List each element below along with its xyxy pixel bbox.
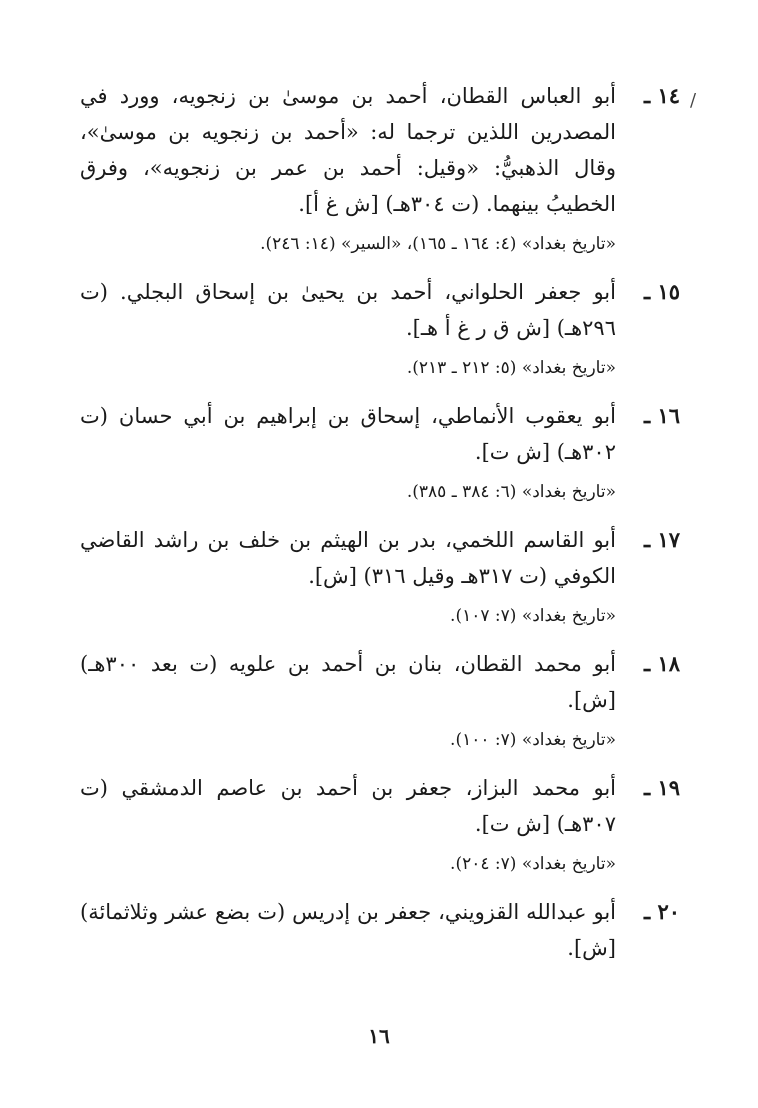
entry-number: ١٩ ـ [643, 775, 680, 800]
entry-18 [80, 646, 680, 756]
entry-14 [80, 78, 680, 260]
margin-mark: / [690, 90, 697, 111]
entry-sources: «تاريخ بغداد» (٦: ٣٨٤ ـ ٣٨٥). [406, 482, 616, 502]
entry-sources: «تاريخ بغداد» (٧: ٢٠٤). [450, 854, 616, 874]
entry-text: أبو عبدالله القزويني، جعفر بن إدريس (ت بضع عشر وثلاثمائة) [ش]. [80, 900, 616, 960]
entry-number: ١٨ ـ [643, 651, 680, 676]
entry-sources: «تاريخ بغداد» (٧: ١٠٧). [450, 606, 616, 626]
entry-sources: «تاريخ بغداد» (٧: ١٠٠). [450, 730, 616, 750]
page-body [80, 78, 680, 980]
entry-text: أبو القاسم اللخمي، بدر بن الهيثم بن خلف بن راشد القاضي الكوفي (ت ٣١٧هـ وقيل ٣١٦) [ش]. [80, 528, 616, 588]
entry-text: أبو يعقوب الأنماطي، إسحاق بن إبراهيم بن أبي حسان (ت ٣٠٢هـ) [ش ت]. [80, 404, 616, 464]
entry-number: ١٧ ـ [643, 527, 680, 552]
entry-number: ١٦ ـ [643, 403, 680, 428]
entry-16 [80, 398, 680, 508]
entry-sources: «تاريخ بغداد» (٥: ٢١٢ ـ ٢١٣). [406, 358, 616, 378]
entry-20 [80, 894, 680, 966]
page-number: ١٦ [368, 1024, 390, 1048]
entry-15 [80, 274, 680, 384]
entry-sources: «تاريخ بغداد» (٤: ١٦٤ ـ ١٦٥)، «السير» (١٤: ٢٤٦). [260, 234, 616, 254]
entry-text: أبو محمد القطان، بنان بن أحمد بن علويه (ت بعد ٣٠٠هـ) [ش]. [80, 652, 616, 712]
entry-17 [80, 522, 680, 632]
entry-text: أبو جعفر الحلواني، أحمد بن يحيىٰ بن إسحاق البجلي. (ت ٢٩٦هـ) [ش ق ر غ أ هـ]. [80, 280, 616, 340]
entry-text: أبو محمد البزاز، جعفر بن أحمد بن عاصم الدمشقي (ت ٣٠٧هـ) [ش ت]. [80, 776, 616, 836]
entry-number: ١٥ ـ [643, 279, 680, 304]
entry-number: ١٤ ـ [643, 83, 680, 108]
entry-number: ٢٠ ـ [643, 899, 680, 924]
entry-19 [80, 770, 680, 880]
entry-text: أبو العباس القطان، أحمد بن موسىٰ بن زنجويه، وورد في المصدرين اللذين ترجما له: «أحمد بن زنجويه بن موسىٰ»، وقال الذهبيُّ: «وقيل: أحمد بن عمر بن زنجويه»، وفرق الخطيبُ بينهما. (ت ٣٠٤هـ) [ش غ أ]. [80, 84, 616, 216]
